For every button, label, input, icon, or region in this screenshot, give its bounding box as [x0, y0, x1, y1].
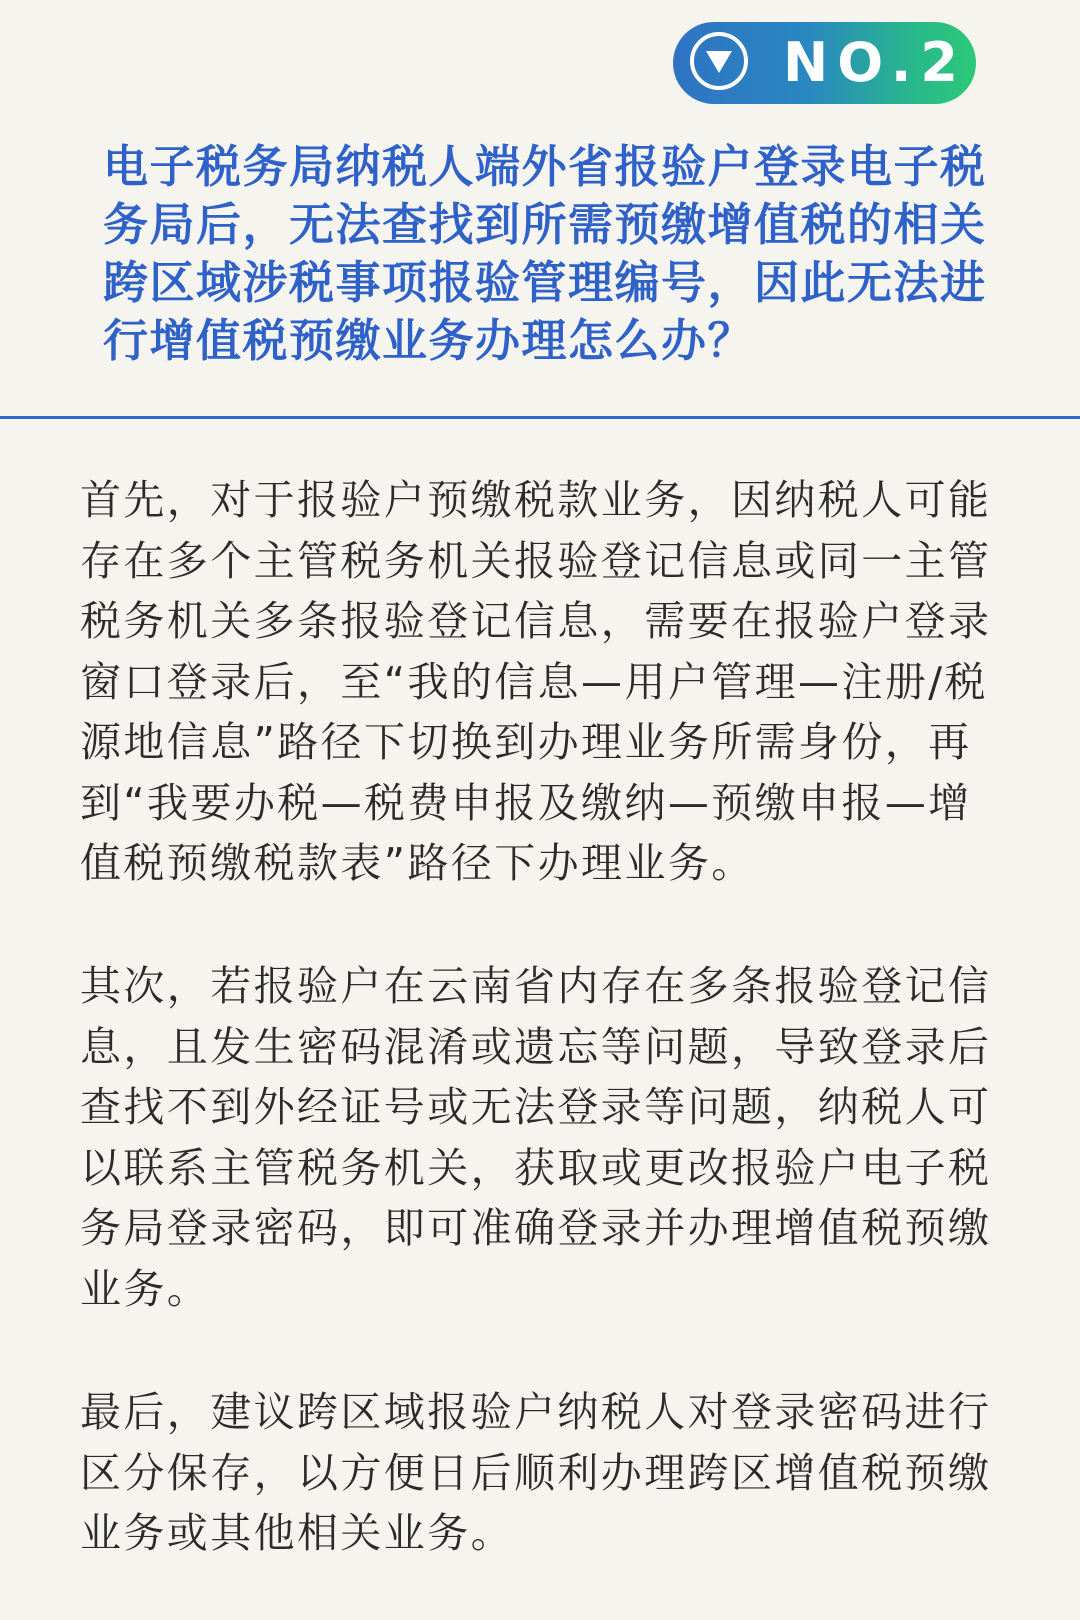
divider: [0, 416, 1080, 419]
answer-paragraph-second: 其次，若报验户在云南省内存在多条报验登记信息，且发生密码混淆或遗忘等问题，导致登录后查找不到外经证号或无法登录等问题，纳税人可以联系主管税务机关，获取或更改报验户电子税务局登录密码，即可准确登录并办理增值税预缴业务。: [80, 962, 992, 1313]
question-heading: 电子税务局纳税人端外省报验户登录电子税务局后，无法查找到所需预缴增值税的相关跨区域涉税事项报验管理编号，因此无法进行增值税预缴业务办理怎么办？: [103, 140, 987, 367]
chevron-down-circle-icon: [690, 32, 748, 90]
answer-paragraph-first: 首先，对于报验户预缴税款业务，因纳税人可能存在多个主管税务机关报验登记信息或同一主管税务机关多条报验登记信息，需要在报验户登录窗口登录后，至“我的信息—用户管理—注册/税源地信息”路径下切换到办理业务所需身份，再到“我要办税—税费申报及缴纳—预缴申报—增值税预缴税款表”路径下办理业务。: [80, 476, 992, 887]
answer-paragraph-last: 最后，建议跨区域报验户纳税人对登录密码进行区分保存，以方便日后顺利办理跨区增值税预缴业务或其他相关业务。: [80, 1388, 992, 1557]
badge-label: NO.2: [783, 31, 967, 94]
number-badge: [673, 22, 976, 104]
